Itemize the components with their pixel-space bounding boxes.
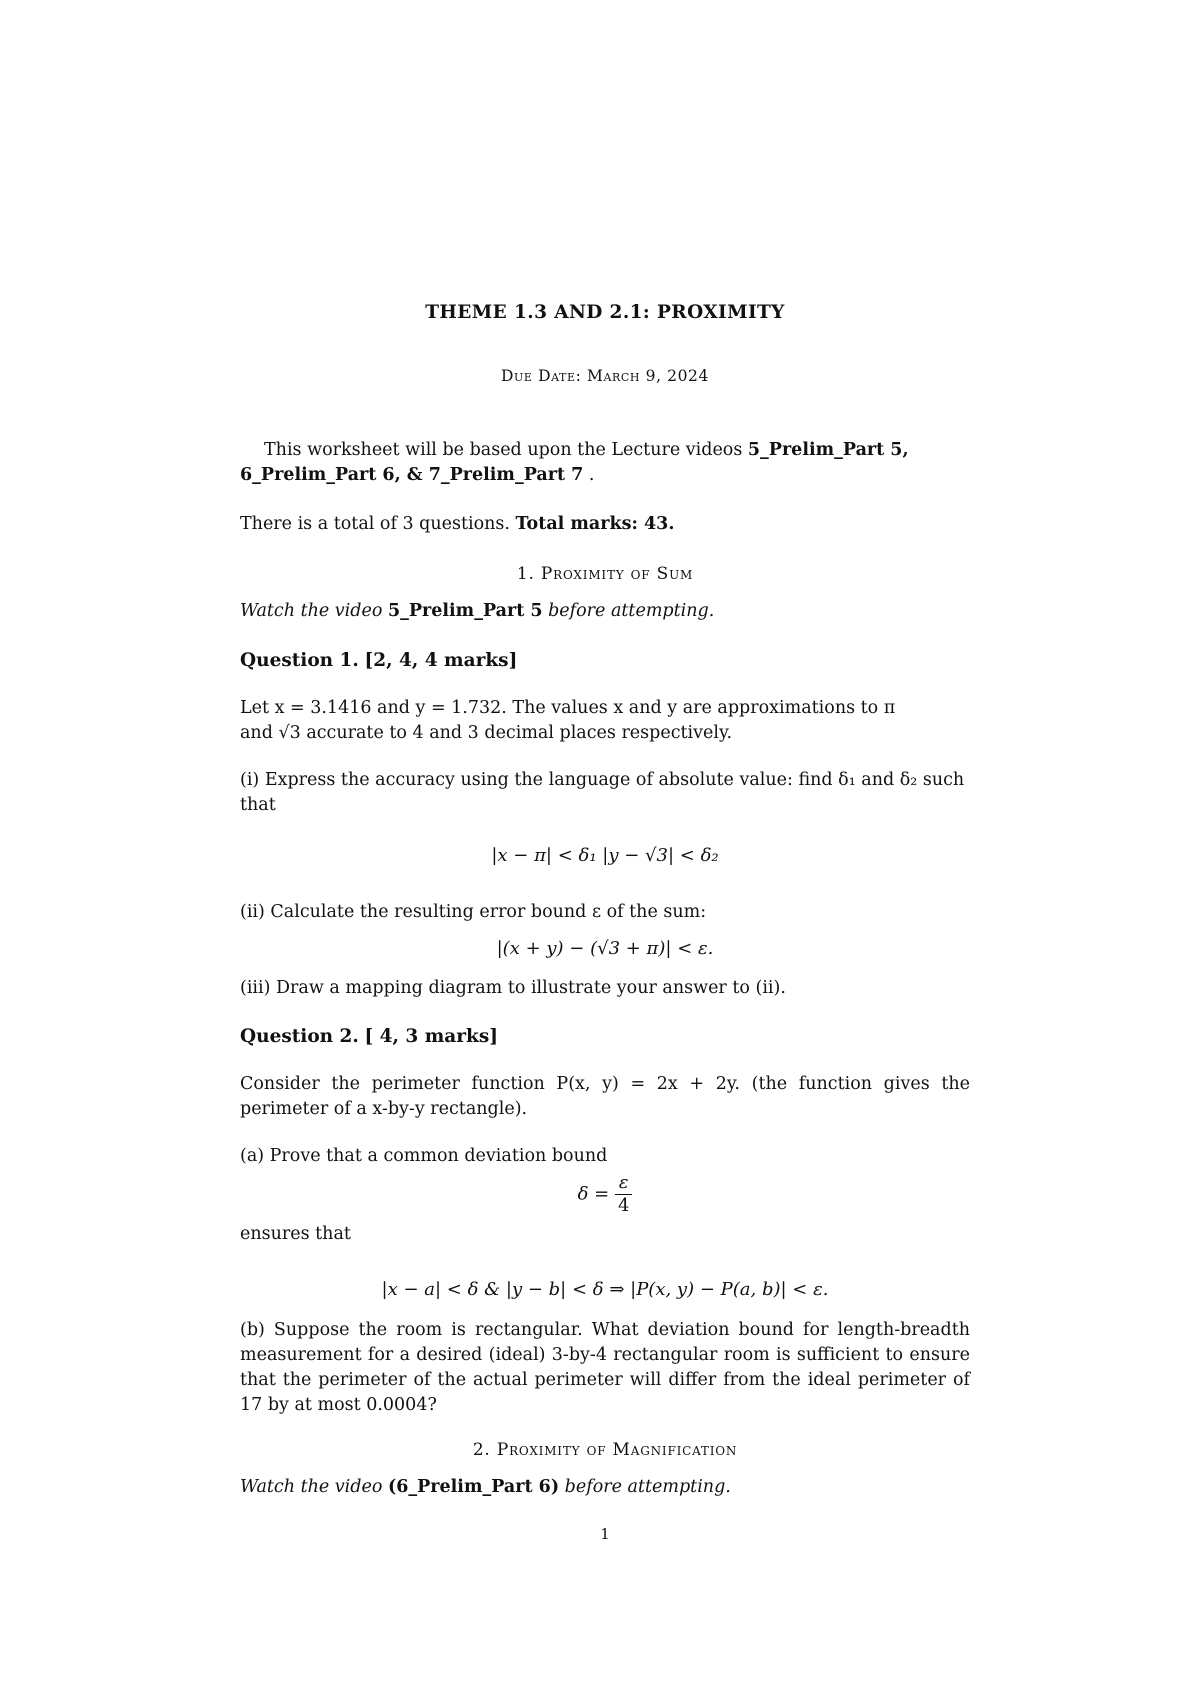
totals-line [240, 512, 970, 537]
intro-video-2: 6_Prelim_Part 6 [240, 465, 395, 485]
intro-lead: This worksheet will be based upon the Lecture videos [264, 440, 748, 460]
section-2-watch [240, 1475, 970, 1500]
q2-equation-implication: |x − a| < δ & |y − b| < δ ⇒ |P(x, y) − P(a, b)| < ε. [381, 1279, 829, 1300]
q1-part-iii: (iii) Draw a mapping diagram to illustrate your answer to (ii). [240, 978, 786, 998]
intro-tail: . [583, 465, 595, 485]
section-2-heading: 2. Proximity of Magnification [472, 1440, 738, 1460]
page-number: 1 [600, 1525, 610, 1543]
intro-paragraph [240, 438, 970, 488]
delta-lhs: δ = [577, 1183, 610, 1205]
question-1-marks: [2, 4, 4 marks] [364, 650, 518, 671]
totals-text: There is a total of 3 questions. [240, 514, 516, 534]
q2-equation-delta [240, 1172, 970, 1217]
q1-stem-b: x = 3.1416 and y = 1.732. The values x and y are approximations to π [274, 698, 896, 718]
watch-pre: Watch the video [240, 601, 388, 621]
q1-stem-a: Let [240, 698, 275, 718]
question-2-label: Question 2. [240, 1026, 359, 1047]
page-title: THEME 1.3 AND 2.1: PROXIMITY [425, 302, 785, 323]
watch-video-2: (6_Prelim_Part 6) [387, 1477, 560, 1497]
question-1-stem [240, 696, 970, 746]
fraction-denominator: 4 [617, 1195, 630, 1216]
question-2-stem: Consider the perimeter function P(x, y) = 2x + 2y. (the function gives the perimeter of a x-by-y rectangle). [240, 1074, 970, 1119]
watch-post-2: before attempting. [559, 1477, 731, 1497]
intro-video-1: 5_Prelim_Part 5 [747, 440, 903, 460]
section-1-heading: 1. Proximity of Sum [516, 564, 694, 584]
totals-marks: Total marks: 43. [515, 514, 675, 534]
section-1-watch [240, 599, 970, 624]
watch-pre-2: Watch the video [240, 1477, 388, 1497]
fraction-numerator: ε [615, 1172, 632, 1195]
intro-sep-2: , & [394, 465, 429, 485]
q1-part-ii: (ii) Calculate the resulting error bound ε of the sum: [240, 902, 707, 922]
question-2-marks: [ 4, 3 marks] [364, 1026, 499, 1047]
q1-stem-c: and √3 accurate to 4 and 3 decimal places respectively. [240, 723, 733, 743]
q1-equation-ii: |(x + y) − (√3 + π)| < ε. [496, 938, 714, 959]
intro-sep-1: , [902, 440, 909, 460]
question-1-label: Question 1. [240, 650, 359, 671]
q1-part-i: (i) Express the accuracy using the language of absolute value: find δ₁ and δ₂ such that [240, 770, 965, 815]
watch-post: before attempting. [542, 601, 715, 621]
question-2-heading [240, 1024, 970, 1050]
q2-part-b: (b) Suppose the room is rectangular. What deviation bound for length-breadth measurement for a desired (ideal) 3-by-4 rectangular room is sufficient to ensure that the perimeter of the actual perimeter will differ from the ideal perimeter of 17 by at most 0.0004? [240, 1320, 970, 1415]
q2-ensures: ensures that [240, 1224, 351, 1244]
delta-fraction [615, 1172, 632, 1217]
q2-part-a: (a) Prove that a common deviation bound [240, 1146, 608, 1166]
watch-video: 5_Prelim_Part 5 [387, 601, 543, 621]
question-1-heading [240, 648, 970, 674]
q1-equation-i: |x − π| < δ₁ |y − √3| < δ₂ [491, 845, 719, 866]
due-date: Due Date: March 9, 2024 [501, 367, 709, 385]
intro-video-3: 7_Prelim_Part 7 [428, 465, 584, 485]
